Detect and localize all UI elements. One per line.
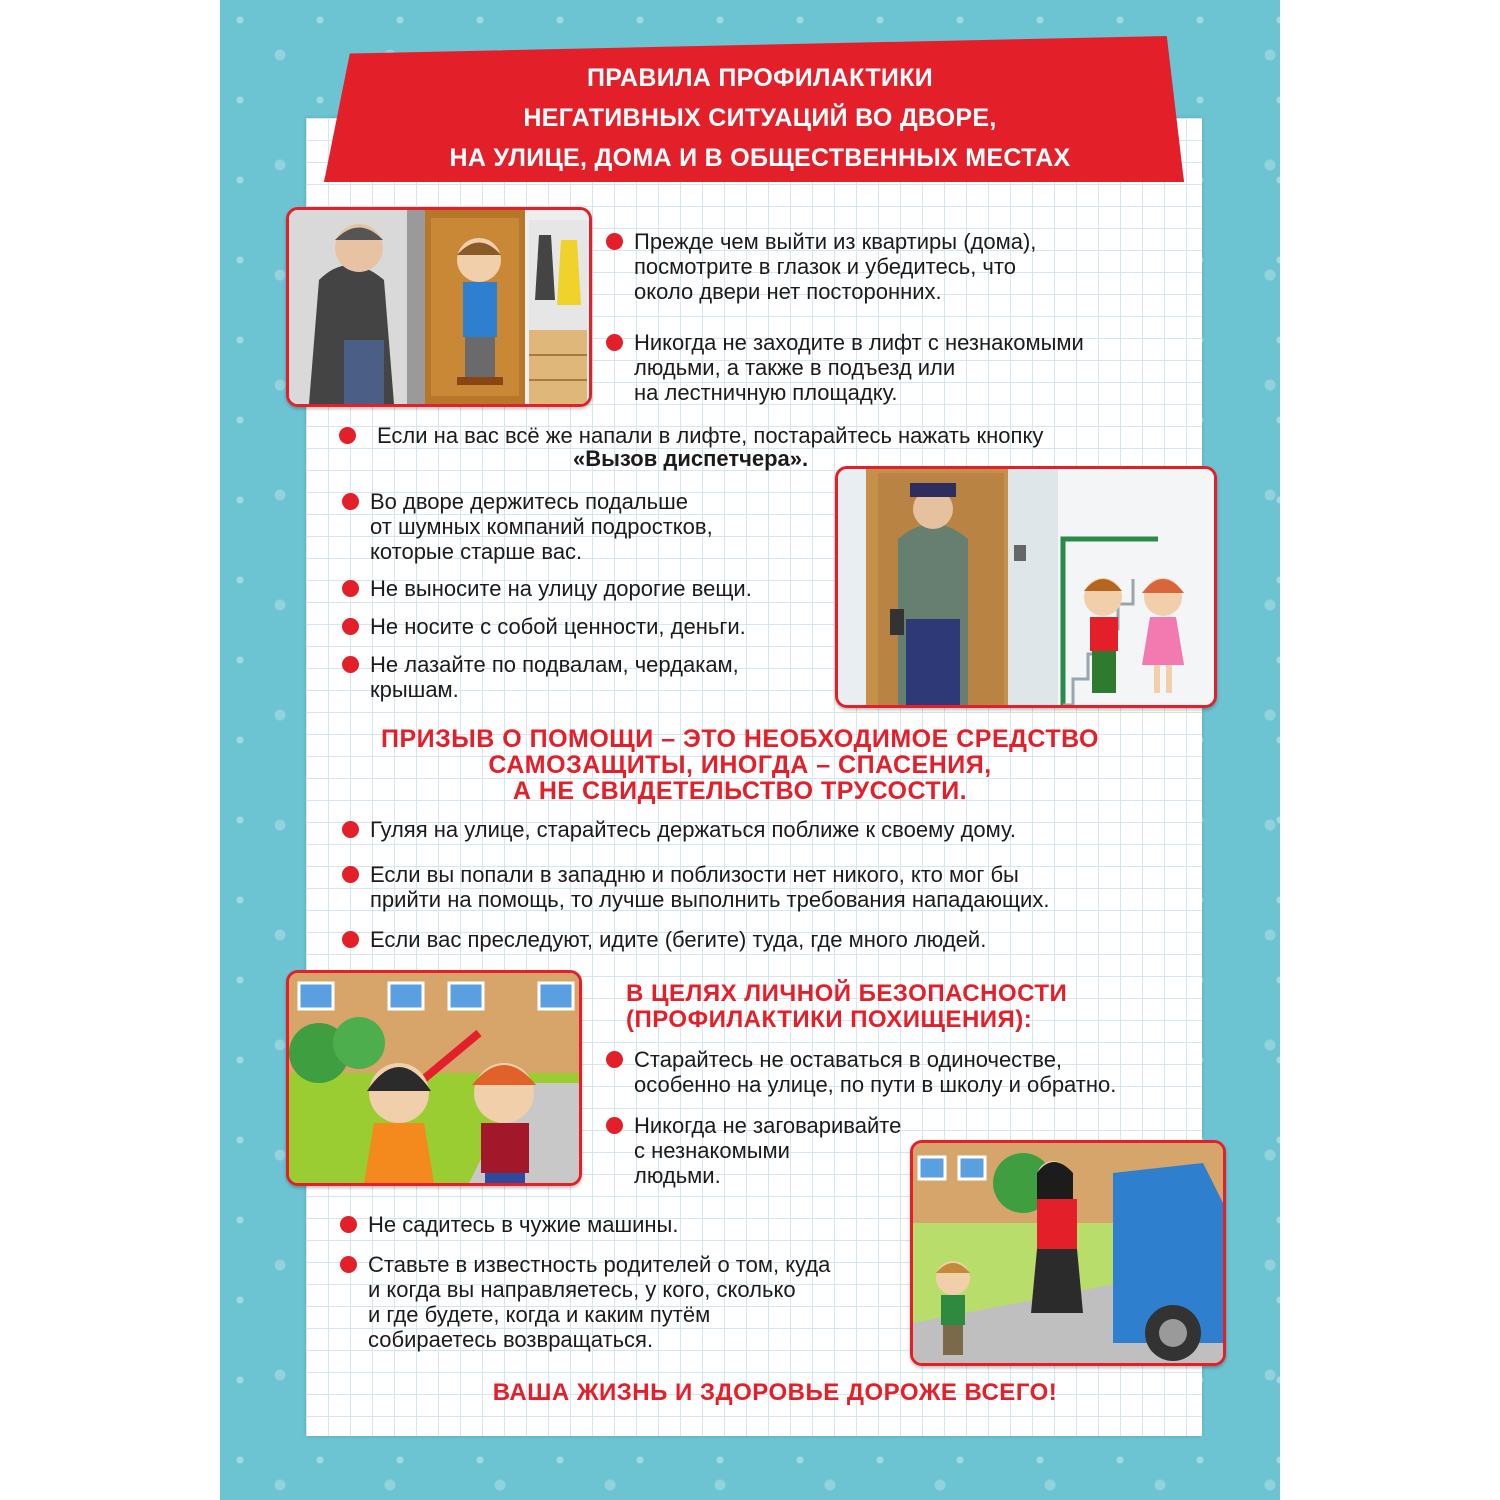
- text-line: людьми, а также в подъезд или: [634, 355, 956, 380]
- text-line: с незнакомыми: [634, 1138, 790, 1163]
- text-line: прийти на помощь, то лучше выполнить требования нападающих.: [370, 887, 1050, 912]
- bullet-dot: [342, 931, 359, 948]
- help-heading: [330, 726, 1150, 804]
- heading-line: В ЦЕЛЯХ ЛИЧНОЙ БЕЗОПАСНОСТИ: [626, 980, 1068, 1007]
- elevator-button-label: «Вызов диспетчера».: [573, 446, 809, 471]
- text-line: людьми.: [634, 1163, 721, 1188]
- text-line: собираетесь возвращаться.: [368, 1327, 654, 1352]
- text-line: которые старше вас.: [370, 539, 583, 564]
- list-item: [370, 927, 1270, 952]
- text-line: посмотрите в глазок и убедитесь, что: [634, 254, 1016, 279]
- page-title: [330, 58, 1190, 178]
- bullet-dot: [342, 866, 359, 883]
- text-line: Старайтесь не оставаться в одиночестве,: [634, 1047, 1063, 1072]
- text-line: Гуляя на улице, старайтесь держаться поближе к своему дому.: [370, 817, 1016, 842]
- list-item: [634, 330, 1500, 405]
- list-item: [370, 817, 1270, 842]
- footer-slogan: ВАША ЖИЗНЬ И ЗДОРОВЬЕ ДОРОЖЕ ВСЕГО!: [492, 1379, 1058, 1406]
- bullet-dot: [342, 493, 359, 510]
- text-line: Ставьте в известность родителей о том, куда: [368, 1252, 831, 1277]
- text-line: Не носите с собой ценности, деньги.: [370, 614, 746, 639]
- door-peephole-illustration: [286, 207, 592, 407]
- heading-line: (ПРОФИЛАКТИКИ ПОХИЩЕНИЯ):: [626, 1006, 1033, 1033]
- title-line: НЕГАТИВНЫХ СИТУАЦИЙ ВО ДВОРЕ,: [523, 104, 997, 132]
- text-line: Не лазайте по подвалам, чердакам,: [370, 652, 739, 677]
- text-line: Никогда не заходите в лифт с незнакомыми: [634, 330, 1084, 355]
- safety-heading: [626, 981, 1067, 1033]
- heading-line: ПРИЗЫВ О ПОМОЩИ – ЭТО НЕОБХОДИМОЕ СРЕДСТВО: [380, 725, 1100, 753]
- list-item: [370, 652, 1270, 702]
- text-line: от шумных компаний подростков,: [370, 514, 713, 539]
- bullet-dot: [339, 427, 356, 444]
- text-line: Никогда не заговаривайте: [634, 1113, 902, 1138]
- list-item: [368, 1252, 1268, 1352]
- title-line: ПРАВИЛА ПРОФИЛАКТИКИ: [586, 64, 934, 92]
- list-item: [370, 862, 1270, 912]
- heading-line: САМОЗАЩИТЫ, ИНОГДА – СПАСЕНИЯ,: [488, 751, 992, 779]
- text-line: Прежде чем выйти из квартиры (дома),: [634, 229, 1037, 254]
- text-line: Если вы попали в западню и поблизости нет никого, кто мог бы: [370, 862, 1019, 887]
- list-item: [368, 1212, 1268, 1237]
- bullet-dot: [342, 656, 359, 673]
- text-line: Если вас преследуют, идите (бегите) туда, где много людей.: [370, 927, 987, 952]
- list-item: [634, 1047, 1500, 1097]
- list-item: [370, 489, 1270, 564]
- list-item: [377, 423, 1177, 448]
- bullet-dot: [342, 821, 359, 838]
- bullet-dot: [342, 580, 359, 597]
- bullet-dot: [340, 1216, 357, 1233]
- bullet-dot: [606, 1051, 623, 1068]
- bullet-dot: [606, 1117, 623, 1134]
- bullet-dot: [342, 618, 359, 635]
- bullet-dot: [606, 233, 623, 250]
- yard-children-illustration: [286, 970, 582, 1186]
- bullet-dot: [606, 334, 623, 351]
- bullet-dot: [340, 1256, 357, 1273]
- text-line: на лестничную площадку.: [634, 380, 898, 405]
- text-line: особенно на улице, по пути в школу и обратно.: [634, 1072, 1117, 1097]
- text-line: и где будете, когда и каким путём: [368, 1302, 711, 1327]
- heading-line: А НЕ СВИДЕТЕЛЬСТВО ТРУСОСТИ.: [512, 777, 968, 805]
- list-item: [634, 229, 1500, 304]
- text-line: Не садитесь в чужие машины.: [368, 1212, 679, 1237]
- text-line: Не выносите на улицу дорогие вещи.: [370, 576, 752, 601]
- text-line: Если на вас всё же напали в лифте, постарайтесь нажать кнопку: [377, 423, 1044, 448]
- list-item: [370, 614, 1270, 639]
- text-line: крышам.: [370, 677, 459, 702]
- text-line: около двери нет посторонних.: [634, 279, 942, 304]
- text-line: и когда вы направляетесь, у кого, сколько: [368, 1277, 796, 1302]
- text-line: Во дворе держитесь подальше: [370, 489, 688, 514]
- title-line: НА УЛИЦЕ, ДОМА И В ОБЩЕСТВЕННЫХ МЕСТАХ: [449, 144, 1071, 172]
- list-item: [370, 576, 1270, 601]
